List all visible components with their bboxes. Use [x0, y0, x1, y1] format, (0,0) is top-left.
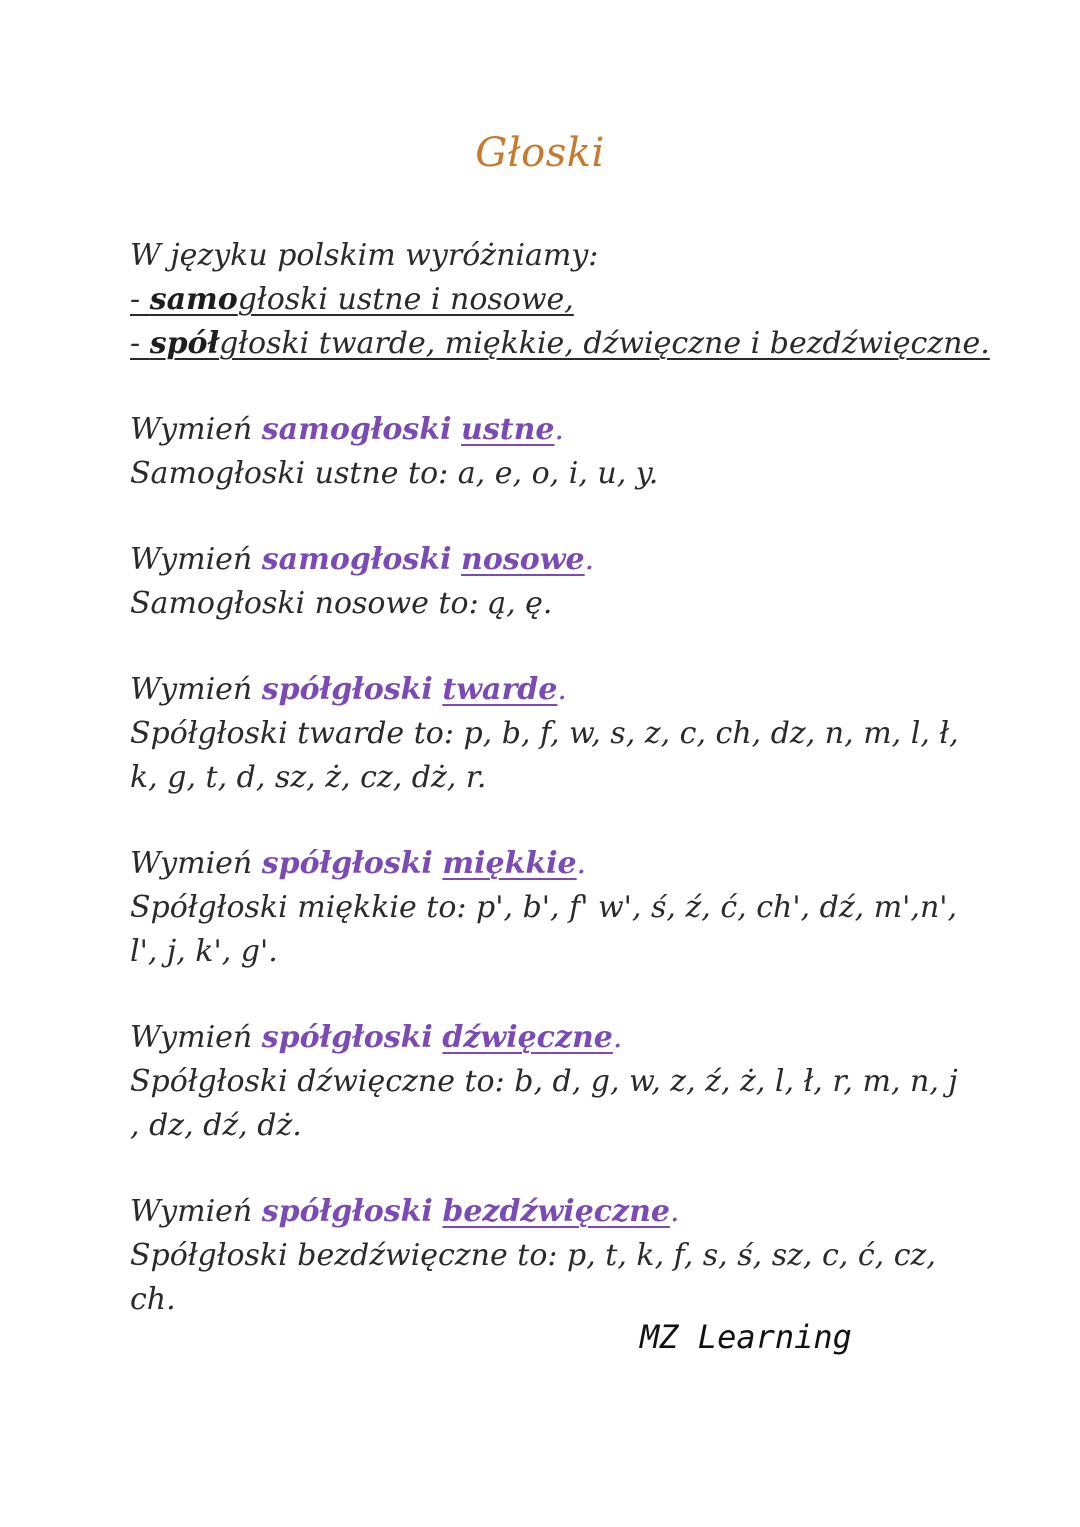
- list-item-text: głoski ustne i nosowe,: [237, 282, 574, 317]
- list-dash: -: [130, 282, 150, 317]
- question: [130, 538, 960, 582]
- question-end: .: [612, 1020, 623, 1055]
- question-type: bezdźwięczne: [442, 1194, 670, 1229]
- question-lead: Wymień: [130, 542, 262, 577]
- question-type: nosowe: [461, 542, 585, 577]
- signature: MZ Learning: [640, 1318, 852, 1356]
- question-lead: Wymień: [130, 412, 262, 447]
- answer: Samogłoski ustne to: a, e, o, i, u, y.: [130, 456, 659, 491]
- answer: Spółgłoski bezdźwięczne to: p, t, k, f, s, ś, sz, c, ć, cz, ch.: [130, 1238, 936, 1317]
- question-end: .: [554, 412, 565, 447]
- bold-prefix-spol: spół: [149, 326, 220, 361]
- list-dash: -: [130, 326, 150, 361]
- question-end: .: [669, 1194, 680, 1229]
- bold-prefix-samo: samo: [149, 282, 238, 317]
- question: [130, 668, 960, 712]
- answer: Spółgłoski dźwięczne to: b, d, g, w, z, ź, ż, l, ł, r, m, n, j , dz, dź, dż.: [130, 1064, 958, 1143]
- intro-block: [130, 234, 990, 366]
- question-kind: spółgłoski: [261, 846, 433, 881]
- question-lead: Wymień: [130, 1020, 262, 1055]
- intro-list-item-consonants: [130, 322, 990, 366]
- section-vowels-nasal: [130, 538, 960, 626]
- section-consonants-hard: [130, 668, 960, 800]
- answer: Spółgłoski twarde to: p, b, f, w, s, z, c, ch, dz, n, m, l, ł, k, g, t, d, sz, ż, cz, dż, r.: [130, 716, 959, 795]
- question: [130, 1016, 960, 1060]
- question-kind: spółgłoski: [261, 1194, 433, 1229]
- question: [130, 1190, 960, 1234]
- question: [130, 408, 960, 452]
- question-type: ustne: [461, 412, 555, 447]
- section-vowels-oral: [130, 408, 960, 496]
- section-consonants-voiceless: [130, 1190, 960, 1322]
- question-type: twarde: [442, 672, 558, 707]
- question-end: .: [576, 846, 587, 881]
- answer: Samogłoski nosowe to: ą, ę.: [130, 586, 553, 621]
- question-lead: Wymień: [130, 846, 262, 881]
- intro-list-item-vowels: [130, 278, 960, 322]
- question-end: .: [557, 672, 567, 707]
- page-title: Głoski: [475, 130, 605, 176]
- question-type: dźwięczne: [442, 1020, 613, 1055]
- question-kind: samogłoski: [261, 412, 452, 447]
- question-kind: samogłoski: [261, 542, 452, 577]
- question-lead: Wymień: [130, 1194, 262, 1229]
- section-consonants-voiced: [130, 1016, 960, 1148]
- question-lead: Wymień: [130, 672, 262, 707]
- intro-line: W języku polskim wyróżniamy:: [130, 238, 599, 273]
- question-kind: spółgłoski: [261, 672, 433, 707]
- question-kind: spółgłoski: [261, 1020, 433, 1055]
- answer: Spółgłoski miękkie to: p', b', f' w', ś, ź, ć, ch', dź, m',n', l', j, k', g'.: [130, 890, 958, 969]
- section-consonants-soft: [130, 842, 960, 974]
- question-type: miękkie: [442, 846, 577, 881]
- list-item-text: głoski twarde, miękkie, dźwięczne i bezdźwięczne.: [219, 326, 990, 361]
- question: [130, 842, 960, 886]
- question-end: .: [584, 542, 595, 577]
